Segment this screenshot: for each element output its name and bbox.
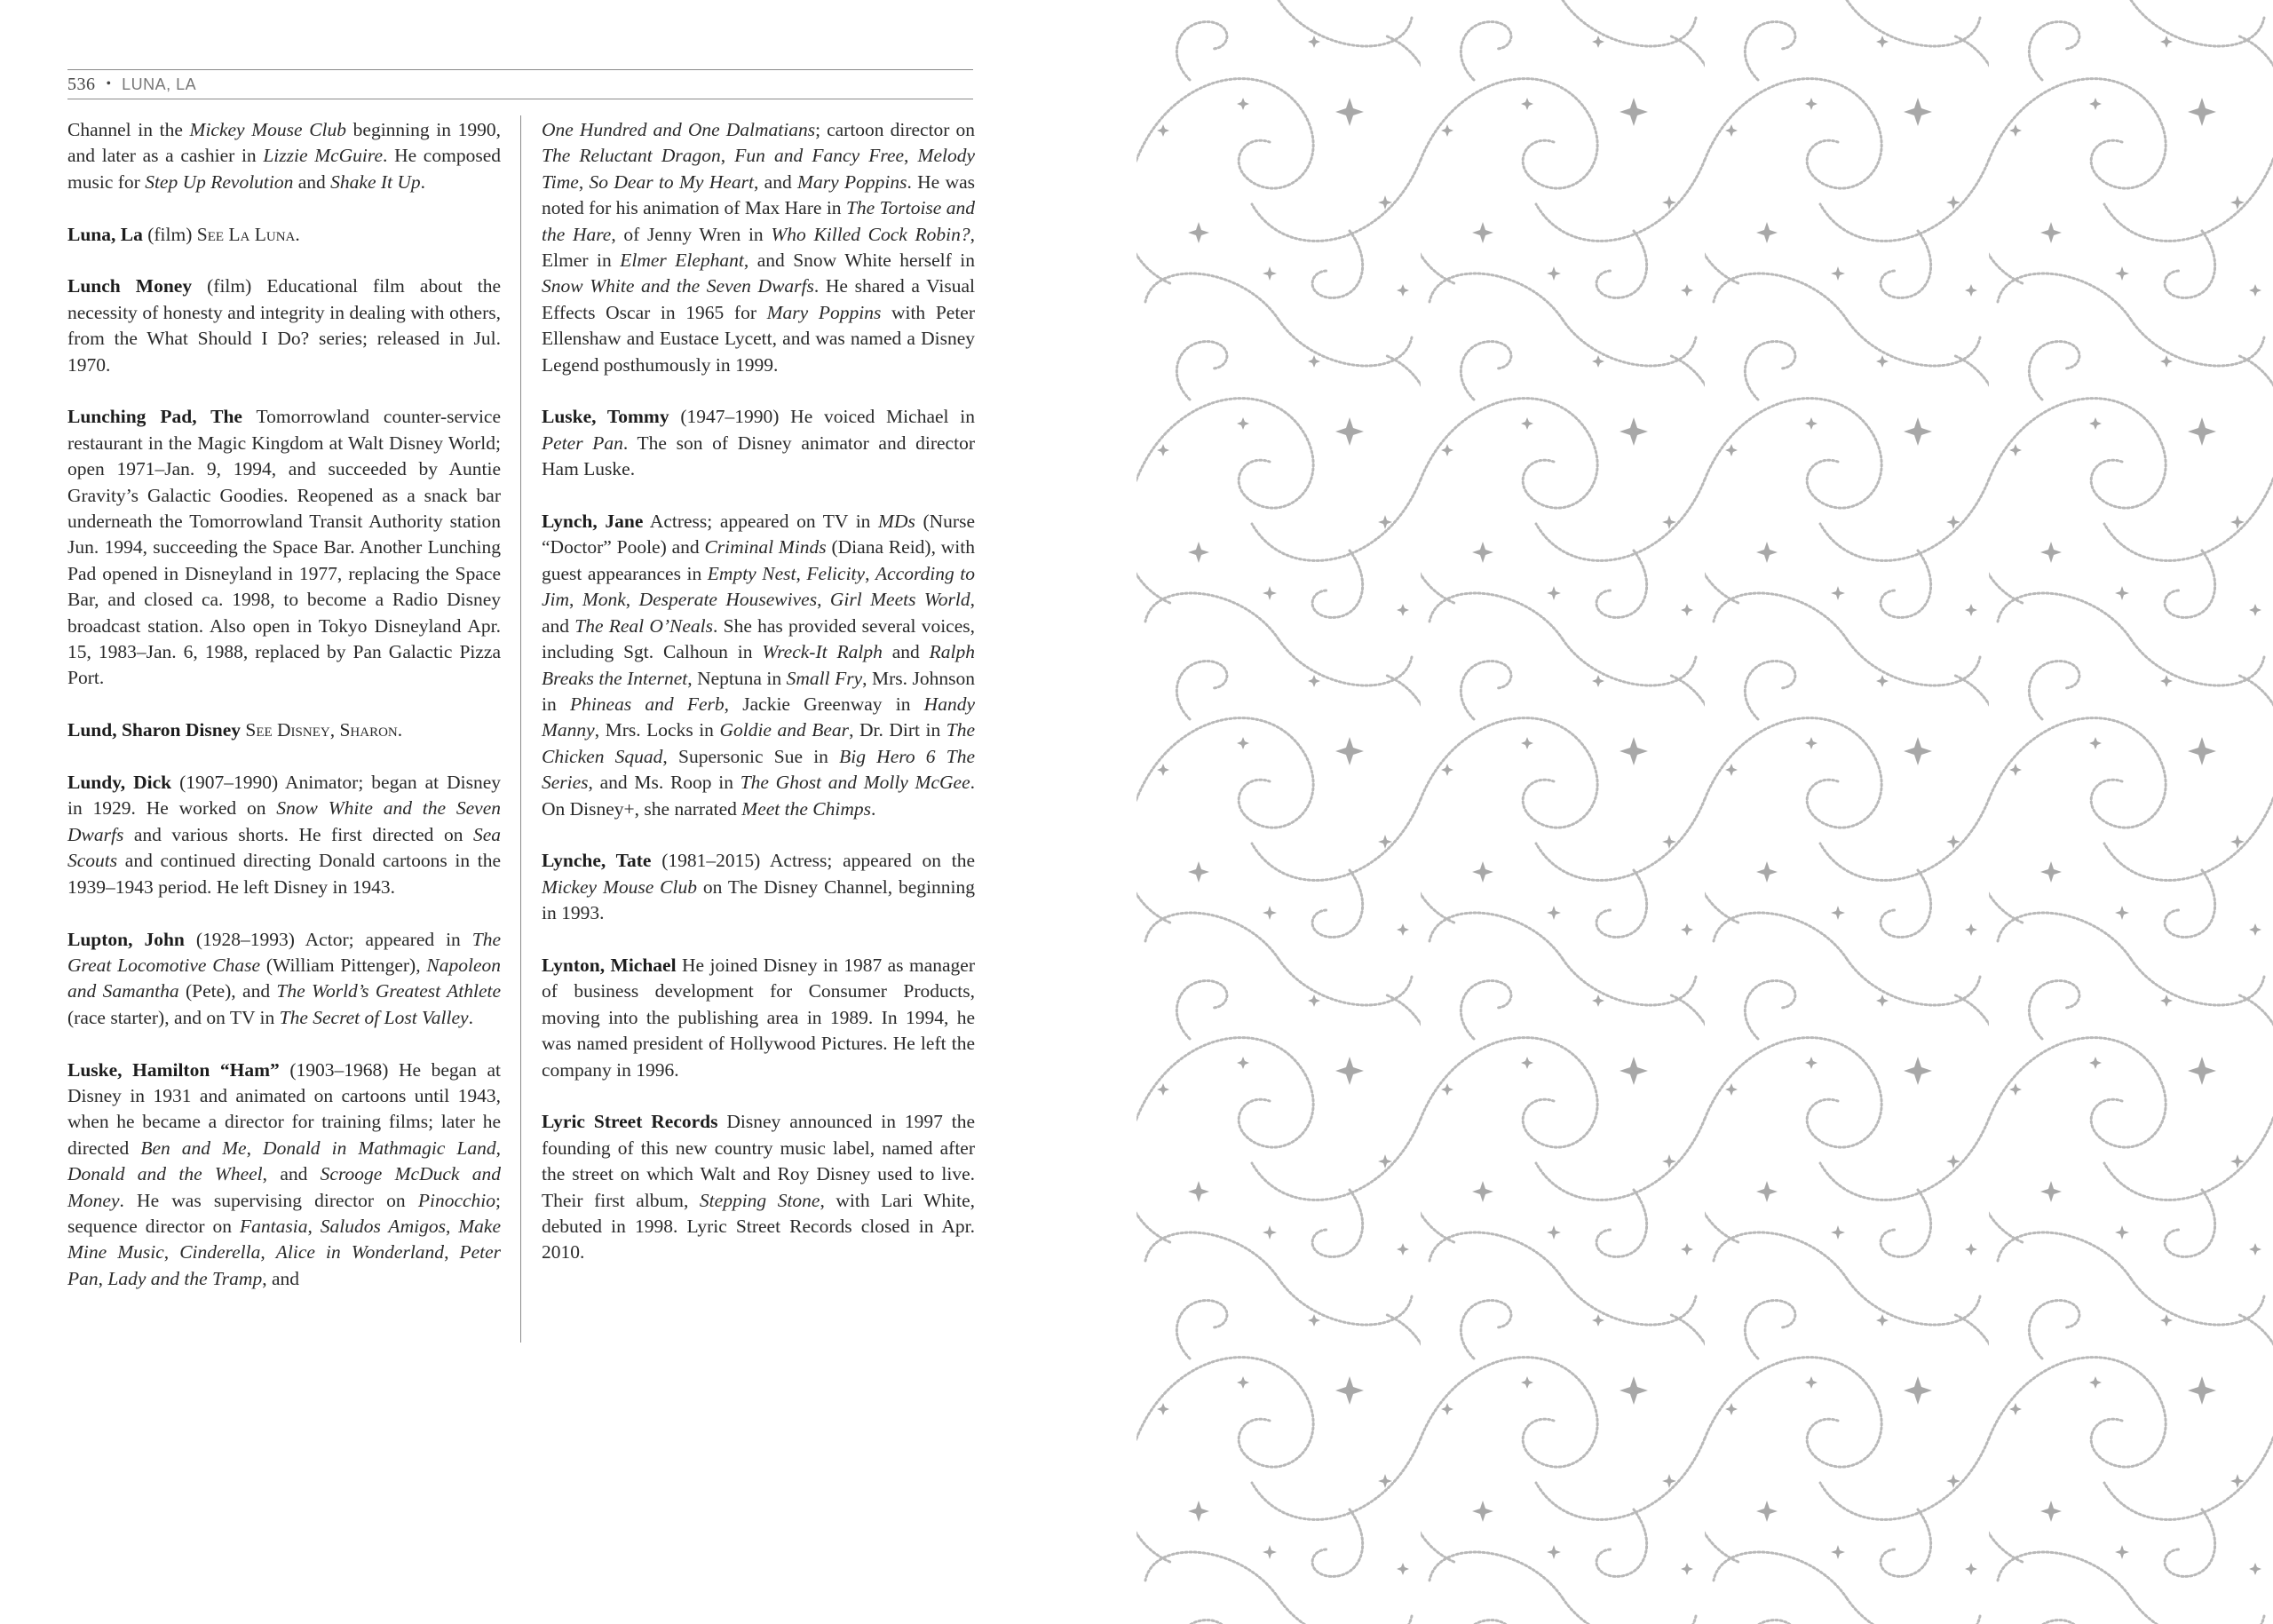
entry-text: , (796, 562, 807, 584)
italic-title: Meet the Chimps (741, 797, 871, 820)
entry-text: . He composed music for (67, 145, 501, 193)
entry-text: , (260, 1241, 276, 1264)
cross-reference: See La Luna (196, 223, 296, 245)
dictionary-entry (67, 222, 501, 248)
entry-text: and continued directing Donald cartoons in the 1939–1943 period. He left Disney in 1943. (67, 850, 501, 898)
entry-text: (1947–1990) He voiced Michael in (669, 406, 975, 428)
entry-text: and (293, 170, 331, 193)
italic-title: Snow White and the Seven Dwarfs (67, 797, 501, 845)
entry-text: (film) Educational film about the necessity of honesty and integrity in dealing with others, from the What Should I Do? series; released in Jul. 1970. (67, 275, 501, 376)
italic-title: Napoleon and Samantha (67, 954, 501, 1002)
entry-text: , and Ms. Roop in (588, 772, 741, 794)
italic-title: Saludos Amigos (320, 1215, 446, 1237)
entry-text: . The son of Disney animator and director Ham Luske. (542, 432, 975, 480)
italic-title: Pinocchio (417, 1189, 496, 1211)
italic-title: The Real O’Neals (574, 614, 714, 637)
italic-title: Sea Scouts (67, 823, 501, 872)
italic-title: Small Fry (786, 667, 863, 689)
italic-title: The World’s Greatest Athlete (276, 980, 501, 1002)
entry-text: , (307, 1215, 321, 1237)
entry-text: , (98, 1267, 108, 1289)
italic-title: Snow White and the Seven Dwarfs (542, 275, 814, 297)
italic-title: Monk (582, 589, 626, 611)
italic-title: According to Jim (542, 562, 976, 611)
italic-title: Ralph Breaks the Internet (542, 641, 975, 689)
dictionary-entry (67, 927, 501, 1032)
entry-headword: Lund, Sharon Disney (67, 719, 241, 741)
entry-text: . (397, 719, 403, 741)
entry-text: ; cartoon director on (815, 119, 975, 140)
entry-headword: Lundy, Dick (67, 772, 172, 794)
italic-title: Fun and Fancy Free (734, 145, 905, 167)
entry-headword: Lynton, Michael (542, 954, 677, 976)
italic-title: Step Up Revolution (145, 170, 294, 193)
entry-text: (film) (142, 223, 197, 245)
entry-headword: Luna, La (67, 223, 143, 245)
continued-entry (67, 117, 501, 195)
entry-text: , Mrs. Locks in (594, 719, 720, 741)
entry-text: . He was noted for his animation of Max Hare in (542, 170, 975, 219)
column-divider (520, 115, 521, 1343)
dictionary-entry (67, 770, 501, 900)
italic-title: Who Killed Cock Robin? (771, 223, 970, 245)
entry-text: , Jackie Greenway in (724, 693, 924, 715)
entry-text: , (569, 589, 582, 611)
italic-title: So Dear to My Heart (589, 170, 754, 193)
italic-title: Desperate Housewives (638, 589, 818, 611)
entry-text: and various shorts. He first directed on (123, 823, 473, 845)
italic-title: Peter Pan (542, 432, 623, 454)
entry-text: , and (262, 1163, 321, 1185)
entry-headword: Lyric Street Records (542, 1111, 718, 1133)
italic-title: Big Hero 6 The Series (542, 745, 975, 794)
italic-title: Phineas and Ferb (569, 693, 725, 715)
italic-title: Felicity (806, 562, 866, 584)
italic-title: Wreck-It Ralph (762, 641, 883, 663)
entry-headword: Lynch, Jane (542, 511, 644, 533)
dictionary-entry (542, 953, 975, 1083)
italic-title: The Ghost and Molly McGee (740, 772, 970, 794)
entry-text: (1928–1993) Actor; appeared in (184, 928, 472, 950)
entry-text: and (882, 641, 930, 663)
italic-title: Scrooge McDuck and Money (67, 1163, 501, 1211)
entry-text: , of Jenny Wren in (611, 223, 772, 245)
italic-title: The Secret of Lost Valley (279, 1006, 469, 1028)
entry-text: , (444, 1241, 460, 1264)
italic-title: Fantasia (240, 1215, 308, 1237)
entry-text: . She has provided several voices, including Sgt. Calhoun in (542, 614, 975, 663)
entry-text: , Neptuna in (687, 667, 787, 689)
entry-text: , with Lari White, debuted in 1998. Lyric Street Records closed in Apr. 2010. (542, 1189, 975, 1264)
entry-text: , (246, 1137, 264, 1159)
italic-title: Handy Manny (542, 693, 975, 741)
italic-title: Elmer Elephant (620, 250, 744, 272)
entry-text: , and (542, 589, 976, 637)
italic-title: MDs (878, 511, 915, 533)
italic-title: Melody Time (542, 145, 976, 193)
entry-text: Disney announced in 1997 the founding of this new country music label, named after the street on which Walt and Roy Disney used to live. Their first album, (542, 1111, 975, 1211)
entry-text: . He shared a Visual Effects Oscar in 1965 for (542, 275, 975, 323)
italic-title: Mary Poppins (766, 301, 882, 323)
entry-text: . (420, 170, 426, 193)
entry-text: , (904, 145, 918, 167)
entry-text: (1981–2015) Actress; appeared on the (651, 850, 975, 872)
italic-title: Criminal Minds (704, 536, 827, 558)
entry-text: (Nurse “Doctor” Poole) and (542, 511, 975, 558)
italic-title: Lady and the Tramp (107, 1267, 263, 1289)
left-page (0, 0, 1136, 1624)
entry-text: , (817, 589, 830, 611)
entry-text: . (468, 1006, 473, 1028)
entry-text: . On Disney+, she narrated (542, 772, 975, 820)
decorative-pattern-page (1136, 0, 2273, 1624)
swirl-and-star-pattern (1136, 0, 2273, 1624)
entry-text: , (720, 145, 735, 167)
italic-title: Stepping Stone (699, 1189, 820, 1211)
entry-text: (Diana Reid), with guest appearances in (542, 536, 975, 584)
italic-title: Donald and the Wheel (67, 1163, 263, 1185)
entry-text: , (865, 562, 875, 584)
entry-headword: Luske, Hamilton “Ham” (67, 1058, 280, 1081)
header-bullet: • (106, 76, 112, 91)
entry-text: on The Disney Channel, beginning in 1993. (542, 875, 975, 924)
entry-text: , and (262, 1267, 299, 1289)
entry-headword: Lupton, John (67, 928, 185, 950)
pattern-fill (1136, 0, 2273, 1624)
entry-text: with Peter Ellenshaw and Eustace Lycett, and was named a Disney Legend posthumously in 1999. (542, 301, 975, 376)
section-title: LUNA, LA (122, 75, 197, 93)
italic-title: The Great Locomotive Chase (67, 928, 501, 976)
entry-text: , Elmer in (542, 223, 975, 272)
entry-text: . (295, 223, 300, 245)
italic-title: Mary Poppins (797, 170, 907, 193)
entry-text: , (625, 589, 639, 611)
dictionary-entry (67, 273, 501, 378)
italic-title: Cinderella (179, 1241, 261, 1264)
italic-title: Goldie and Bear (719, 719, 850, 741)
dictionary-entry (67, 1058, 501, 1293)
entry-headword: Lunching Pad, The (67, 406, 242, 428)
italic-title: Mickey Mouse Club (189, 119, 347, 140)
entry-text: (William Pittenger), (260, 954, 427, 976)
italic-title: The Chicken Squad (542, 719, 976, 767)
entry-text: Actress; appeared on TV in (643, 511, 879, 533)
italic-title: The Reluctant Dragon (542, 145, 721, 167)
entry-text: (race starter), and on TV in (67, 1006, 280, 1028)
entry-text: , (163, 1241, 180, 1264)
entry-text: Tomorrowland counter-service restaurant in the Magic Kingdom at Walt Disney World; open 1971–Jan. 9, 1994, and succeeded by Auntie Gravity’s Galactic Goodies. Reopened as a snack bar underneath the Tomorrowland Transit Authority station Jun. 1994, succeeding the Space Bar. Another Lunching Pad opened in Disneyland in 1977, replacing the Space Bar, and closed ca. 1998, to become a Radio Disney broadcast station. Also open in Tokyo Disneyland Apr. 15, 1983–Jan. 6, 1988, replaced by Pan Galactic Pizza Port. (67, 406, 502, 689)
italic-title: One Hundred and One Dalmatians (542, 119, 816, 140)
entry-text: . (870, 797, 876, 820)
continued-entry (542, 117, 975, 378)
entry-text: ; sequence director on (67, 1189, 501, 1237)
entry-text: , Dr. Dirt in (849, 719, 946, 741)
entry-text: , and Snow White herself in (743, 250, 975, 272)
italic-title: Girl Meets World (829, 589, 970, 611)
dictionary-entry (67, 717, 501, 743)
italic-title: Make Mine Music (67, 1215, 502, 1264)
entry-text: beginning in 1990, and later as a cashier in (67, 119, 502, 167)
left-column (67, 117, 501, 1319)
entry-headword: Lynche, Tate (542, 850, 652, 872)
cross-reference: See Disney, Sharon (245, 719, 398, 741)
entry-text: Channel in the (67, 119, 190, 140)
right-column (542, 117, 975, 1292)
italic-title: Shake It Up (330, 170, 421, 193)
dictionary-entry (542, 848, 975, 926)
italic-title: Donald in Mathmagic Land (263, 1137, 496, 1159)
dictionary-entry (542, 404, 975, 482)
entry-text: (Pete), and (178, 980, 277, 1002)
italic-title: The Tortoise and the Hare (542, 197, 975, 245)
italic-title: Ben and Me (140, 1137, 247, 1159)
entry-headword: Lunch Money (67, 275, 193, 297)
italic-title: Mickey Mouse Club (542, 875, 697, 898)
entry-text: (1903–1968) He began at Disney in 1931 and animated on cartoons until 1943, when he became a director for training films; later he directed (67, 1058, 501, 1159)
italic-title: Alice in Wonderland (275, 1241, 445, 1264)
dictionary-entry (542, 1109, 975, 1265)
entry-text: . He was supervising director on (119, 1189, 418, 1211)
entry-text: , Supersonic Sue in (662, 745, 840, 767)
entry-text: , Mrs. Johnson in (542, 667, 975, 715)
italic-title: Peter Pan (67, 1241, 502, 1289)
entry-text: , (578, 170, 590, 193)
entry-text: , (445, 1215, 459, 1237)
entry-text: He joined Disney in 1987 as manager of business development for Consumer Products, moving into the publishing area in 1989. In 1994, he was named president of Hollywood Pictures. He left the company in 1996. (542, 954, 975, 1081)
entry-text: (1907–1990) Animator; began at Disney in 1929. He worked on (67, 772, 501, 820)
entry-headword: Luske, Tommy (542, 406, 669, 428)
dictionary-entry (67, 404, 501, 691)
page-number: 536 (67, 74, 96, 94)
italic-title: Lizzie McGuire (263, 145, 384, 167)
dictionary-entry (542, 509, 975, 822)
italic-title: Empty Nest (707, 562, 796, 584)
running-head (67, 69, 973, 99)
entry-text: , (495, 1137, 501, 1159)
entry-text: , and (753, 170, 798, 193)
